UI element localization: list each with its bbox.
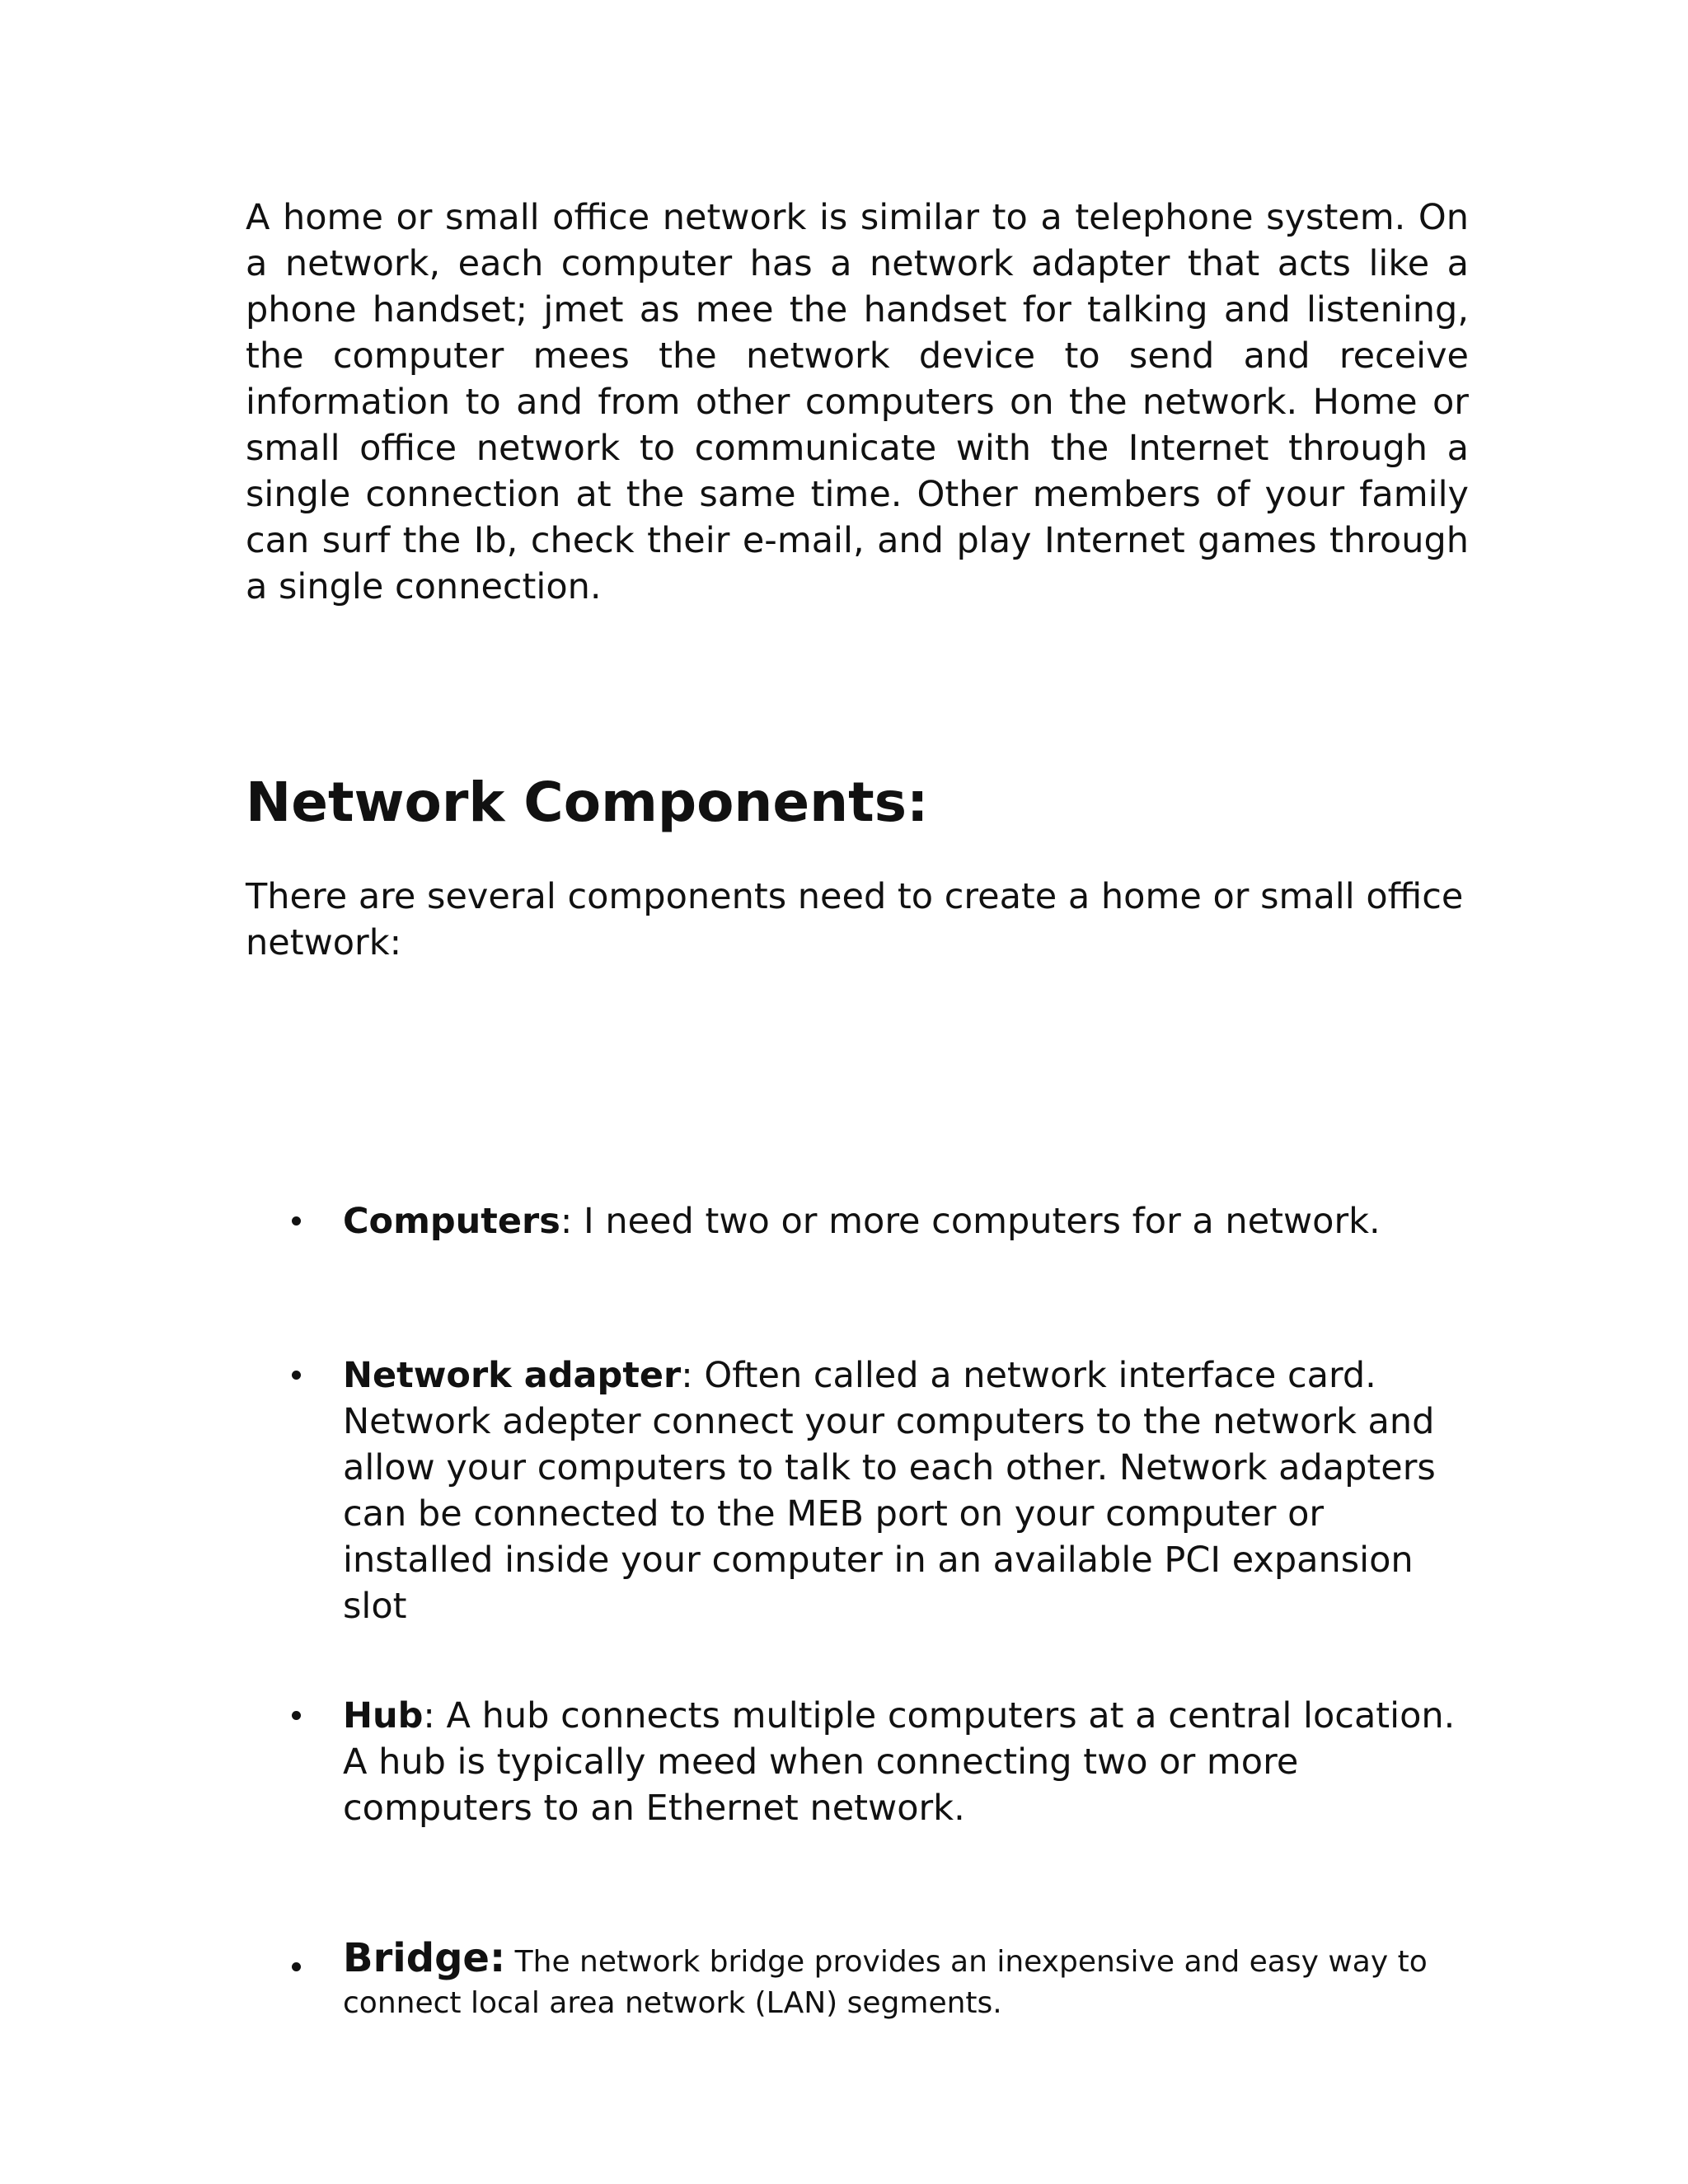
list-item-text: Often called a network interface card. Network adepter connect your computers to the network and allow your computers to talk to each other. Network adapters can be connected to the MEB port on your computer or installed inside your computer in an available PCI expansion slot — [343, 1355, 1436, 1627]
list-item-body — [343, 1935, 1469, 2024]
list-item-body — [343, 1352, 1469, 1629]
list-item-term: Bridge: — [343, 1935, 506, 1981]
section-heading: Network Components: — [246, 771, 929, 834]
list-item-separator — [505, 1945, 514, 1979]
bullet-dot-icon — [292, 1962, 301, 1971]
list-item-text: I need two or more computers for a network. — [583, 1201, 1381, 1242]
intro-paragraph: A home or small office network is similar to a telephone system. On a network, each computer has a network adapter that acts like a phone handset; jmet as mee the handset for talking and listening, the computer mees the network device to send and receive information to and from other computers on the network. Home or small office network to communicate with the Internet through a single connection at the same time. Other members of your family can surf the Ib, check their e-mail, and play Internet games through a single connection. — [246, 197, 1469, 607]
list-item-text: The network bridge provides an inexpensive and easy way to connect local area network (LAN) segments. — [343, 1945, 1428, 2020]
list-item-term: Computers — [343, 1201, 560, 1242]
bullet-dot-icon — [292, 1711, 301, 1720]
list-item-separator: : — [423, 1695, 447, 1736]
list-item-body — [343, 1693, 1469, 1831]
list-item-text: A hub connects multiple computers at a central location. A hub is typically meed when connecting two or more computers to an Ethernet network. — [343, 1695, 1456, 1829]
section-lead: There are several components need to create a home or small office network: — [246, 876, 1464, 963]
bullet-dot-icon — [292, 1371, 301, 1380]
list-item-term: Hub — [343, 1695, 424, 1736]
list-item-body — [343, 1198, 1469, 1244]
list-item-separator: : — [681, 1355, 705, 1396]
list-item-separator: : — [560, 1201, 584, 1242]
document-page — [246, 194, 1469, 2020]
list-item-term: Network adapter — [343, 1355, 682, 1396]
bullet-dot-icon — [292, 1216, 301, 1226]
